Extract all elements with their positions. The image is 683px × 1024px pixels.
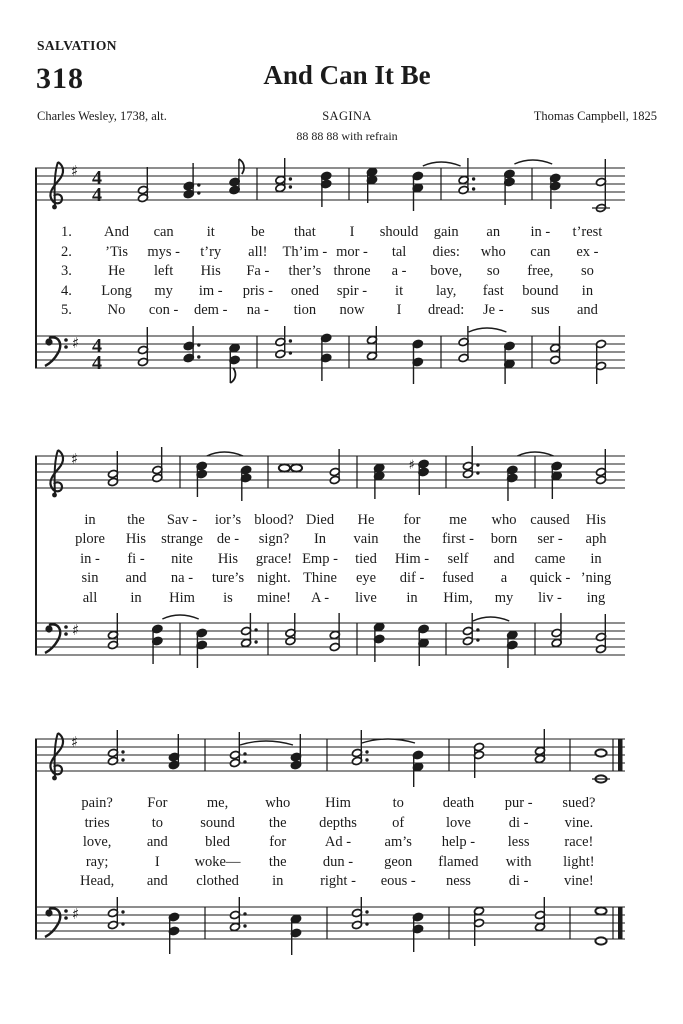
lyric-line [59,243,611,263]
syllable: No [107,302,126,318]
syllable: vine! [563,873,594,889]
lyric-line [67,794,609,814]
syllable: live [355,589,377,606]
chord [474,742,485,778]
syllable: so [486,263,500,279]
hymn-composer: Thomas Campbell, 1825 [533,109,657,123]
chord [592,749,610,782]
chord [474,906,485,946]
syllable: gain [433,224,459,240]
syllable: quick - [529,570,571,586]
syllable: tied [355,550,377,567]
syllable: death [442,795,475,811]
syllable: A - [310,589,330,606]
hymn-meter: 88 88 88 with refrain [296,129,398,143]
syllable: depths [319,814,357,831]
syllable: Emp - [302,550,338,567]
bass-staff-system-2 [35,613,659,671]
syllable: left [153,263,174,279]
chord [418,624,429,666]
lyric-line [59,301,611,321]
syllable: dun - [322,853,354,870]
syllable: mor - [336,243,368,260]
chord [462,613,479,646]
syllable: lay, [435,282,457,299]
syllable: eye [355,570,377,586]
verse-number: 3. [61,263,72,279]
lyric-line [67,872,609,892]
time-signature [92,335,102,374]
music-system-1 [35,158,659,384]
syllable: my [154,282,173,299]
syllable: dem - [194,302,228,318]
svg-text:4: 4 [92,167,102,189]
syllable: me, [206,795,229,811]
syllable: tal [391,243,407,260]
treble-clef-icon [50,733,78,780]
syllable: and [125,570,147,586]
syllable: me [449,511,467,528]
chord [229,343,240,383]
lyric-line [67,511,619,531]
syllable: fast [482,282,504,299]
chord [504,341,515,384]
chord [196,628,207,668]
time-signature [92,167,102,206]
syllable: in - [80,550,100,567]
syllable: the [268,853,287,870]
chord [196,461,207,497]
syllable: And [104,224,130,240]
syllable: and [576,302,598,318]
syllable: ray; [85,853,109,870]
syllable: race! [564,834,594,850]
tune-name: SAGINA [322,109,372,123]
syllable: bound [522,282,559,299]
syllable: is [223,589,233,606]
chord [535,729,546,764]
syllable: caused [530,511,570,528]
syllable: Fa - [246,263,270,279]
chord [275,326,292,359]
treble-staff-system-3 [35,729,659,787]
syllable: t’rest [572,224,603,240]
syllable: first - [442,531,474,547]
syllable: who [265,795,291,811]
syllable: woke— [194,853,241,870]
syllable: I [396,302,402,318]
syllable: ing [586,589,606,606]
syllable: spir - [336,282,368,299]
chord [374,622,385,662]
chord [321,171,332,207]
syllable: He [357,511,375,528]
syllable: Him - [394,550,430,567]
syllable: clothed [196,873,239,889]
chord [596,614,607,654]
chord [352,897,369,930]
syllable: eous - [380,873,416,889]
chord [409,458,429,495]
syllable: love, [82,834,112,850]
syllable: am’s [384,834,412,850]
lyric-line [59,282,611,302]
chord [413,912,424,952]
chord [462,446,479,479]
syllable: ser - [537,531,563,547]
treble-staff-system-2 [35,446,659,504]
treble-clef-icon [50,450,78,497]
bass-staff-system-1 [35,326,659,384]
chord [412,339,423,384]
chord [595,907,606,944]
syllable: pur - [504,795,533,811]
syllable: Died [305,511,335,528]
syllable: the [127,511,145,528]
syllable: sin [81,570,99,586]
syllable: strange [161,531,203,547]
svg-text:♯: ♯ [72,904,80,923]
chord [230,732,247,768]
title-row [35,60,659,102]
hymn-title: And Can It Be [263,60,431,90]
syllable: and [146,834,168,850]
chord [551,613,562,648]
syllable: sign? [258,531,290,547]
syllable: His [125,531,147,547]
syllable: it [206,224,215,240]
syllable: Ad - [324,834,352,850]
syllable: mine! [257,589,291,606]
treble-staff-svg [35,446,625,504]
chord [152,624,163,664]
svg-text:♯: ♯ [71,162,79,180]
syllable: ture’s [211,570,245,586]
syllable: I [349,224,355,240]
chord [550,326,561,365]
syllable: that [294,224,316,240]
syllable: Him [325,795,351,811]
verse-number: 4. [61,282,72,299]
syllable: for [403,511,421,528]
syllable: in [84,511,96,528]
chord [535,897,546,932]
svg-text:♯: ♯ [71,733,79,751]
chord [596,449,607,485]
syllable: Th’im - [282,243,328,260]
syllable: con - [148,302,179,318]
syllable: pain? [81,795,113,811]
syllable: my [494,589,514,606]
syllable: plore [75,531,105,547]
syllable: it [395,282,404,299]
chord [329,449,340,485]
chord [285,613,296,646]
syllable: to [392,795,404,811]
syllable: in [590,550,602,567]
syllable: tion [293,302,317,318]
syllable: in [406,589,418,606]
syllable: be [250,224,265,240]
chord [230,897,247,932]
syllable: night. [257,570,291,586]
syllable: and [493,550,515,567]
music-system-3 [35,729,659,955]
chord [152,447,163,483]
syllable: liv - [538,589,562,606]
syllable: in [130,589,142,606]
syllable: in [581,282,594,299]
chord [183,326,200,363]
syllable: born [490,531,518,547]
chord [458,326,469,363]
bass-clef-icon [45,334,79,366]
lyric-line [67,853,609,873]
syllable: di - [508,873,529,889]
chord [275,158,292,193]
hymn-author: Charles Wesley, 1738, alt. [37,109,167,123]
syllable: in - [530,224,551,240]
syllable: ’ning [580,570,612,586]
syllable: throne [333,263,371,279]
treble-clef-icon [50,162,78,209]
syllable: For [147,795,168,811]
syllable: sus [531,302,550,318]
syllable: di - [508,814,529,831]
svg-text:♯: ♯ [72,621,80,639]
lyric-line [67,589,619,609]
bass-clef-icon [45,621,79,653]
chord [413,750,424,787]
syllable: all! [248,243,268,260]
syllable: the [403,531,421,547]
syllable: His [217,550,239,567]
syllable: Sav - [166,511,198,528]
verse-number: 1. [61,224,72,240]
syllable: should [379,224,419,240]
lyrics-system-3 [35,794,625,892]
syllable: ’Tis [105,243,128,260]
syllable: fused [442,570,474,586]
syllable: t’ry [200,243,222,260]
syllable: Head, [80,873,115,889]
syllable: bled [205,834,231,850]
syllable: mys - [147,243,180,260]
chord [367,326,378,361]
syllable: dif - [399,570,425,586]
syllable: of [392,814,405,831]
lyric-line [59,262,611,282]
syllable: ther’s [288,263,322,279]
syllable: In [313,531,327,547]
chord [507,465,518,501]
music-system-2 [35,446,659,672]
lyric-line [67,530,619,550]
syllable: Him, [443,589,473,606]
syllable: ior’s [214,511,242,528]
syllable: a - [391,263,407,279]
chord [108,897,125,930]
chord [241,613,258,648]
syllable: who [480,243,506,260]
chord [241,465,252,501]
treble-staff-system-1 [35,158,659,216]
syllable: oned [290,282,319,299]
syllable: Thine [303,570,337,586]
lyric-line [67,814,609,834]
chord [138,167,149,203]
syllable: bove, [430,263,463,279]
chord [169,912,180,954]
bass-staff-svg [35,613,625,671]
svg-text:♯: ♯ [408,457,415,473]
syllable: Long [101,282,132,299]
svg-text:4: 4 [92,351,102,374]
syllable: who [491,511,517,528]
syllable: nite [171,550,193,567]
syllable: with [505,853,532,870]
syllable: sound [200,814,235,831]
syllable: can [153,224,174,240]
syllable: geon [384,853,413,870]
lyrics-system-2 [35,511,625,609]
syllable: now [339,302,365,318]
svg-text:4: 4 [92,184,102,206]
syllable: less [507,834,530,850]
syllable: de - [216,531,240,547]
syllable: right - [320,873,356,889]
syllable: I [154,853,160,870]
chord [229,159,244,195]
syllable: fi - [127,550,145,567]
syllable: Je - [482,302,504,318]
svg-text:♯: ♯ [72,333,80,352]
section-heading: SALVATION [37,38,117,53]
bass-staff-svg [35,326,625,384]
syllable: His [200,263,221,279]
lyric-line [59,223,611,243]
syllable: ness [445,873,471,889]
treble-staff-svg [35,158,625,216]
syllable: a [500,570,508,586]
syllable: self [447,550,469,567]
lyric-line [67,569,619,589]
byline-row [35,109,659,126]
bass-clef-icon [45,905,79,937]
syllable: came [534,550,566,567]
chord [374,463,385,499]
syllable: for [269,834,287,850]
chord [291,914,302,955]
syllable: tries [84,814,110,831]
syllable: free, [527,263,554,279]
syllable: ex - [576,243,599,260]
chord [138,327,149,367]
chord [352,730,369,766]
chord [592,159,610,213]
chord [108,730,125,766]
syllable: Him [169,589,195,606]
chord [367,167,378,203]
syllable: His [585,511,607,528]
syllable: in [272,873,284,889]
syllable: na - [170,570,194,586]
syllable: dies: [432,243,460,260]
chord [329,613,340,652]
chord [550,173,561,209]
syllable: grace! [255,550,293,567]
syllable: vain [353,531,379,547]
verse-number: 5. [61,302,72,318]
syllable: and [146,873,168,889]
syllable: all [82,589,98,606]
syllable: can [530,243,551,260]
lyric-line [67,550,619,570]
svg-text:4: 4 [92,334,102,357]
svg-text:♯: ♯ [71,449,79,468]
syllable: blood? [254,511,294,528]
treble-staff-svg [35,729,625,787]
syllable: im - [198,282,223,299]
syllable: pris - [242,282,273,299]
syllable: vine. [564,814,594,831]
bass-staff-system-3 [35,897,659,955]
syllable: love [445,814,471,831]
syllable: aph [585,531,607,547]
syllable: sued? [562,795,596,811]
syllable: light! [563,853,595,870]
syllable: flamed [438,853,479,870]
syllable: He [108,263,125,279]
chord [596,339,607,384]
chord [321,333,332,381]
syllable: so [580,263,594,279]
lyrics-system-1 [35,223,625,321]
chord [507,630,518,668]
bass-staff-svg [35,897,625,955]
chord [412,171,423,211]
syllable: na - [246,302,269,318]
chord [279,464,302,471]
syllable: dread: [428,302,465,318]
verse-number: 2. [61,243,72,260]
syllable: an [486,224,501,240]
hymn-number: 318 [36,62,84,95]
lyric-line [67,833,609,853]
syllable: the [268,814,287,831]
syllable: help - [441,834,476,850]
syllable: to [151,814,163,831]
